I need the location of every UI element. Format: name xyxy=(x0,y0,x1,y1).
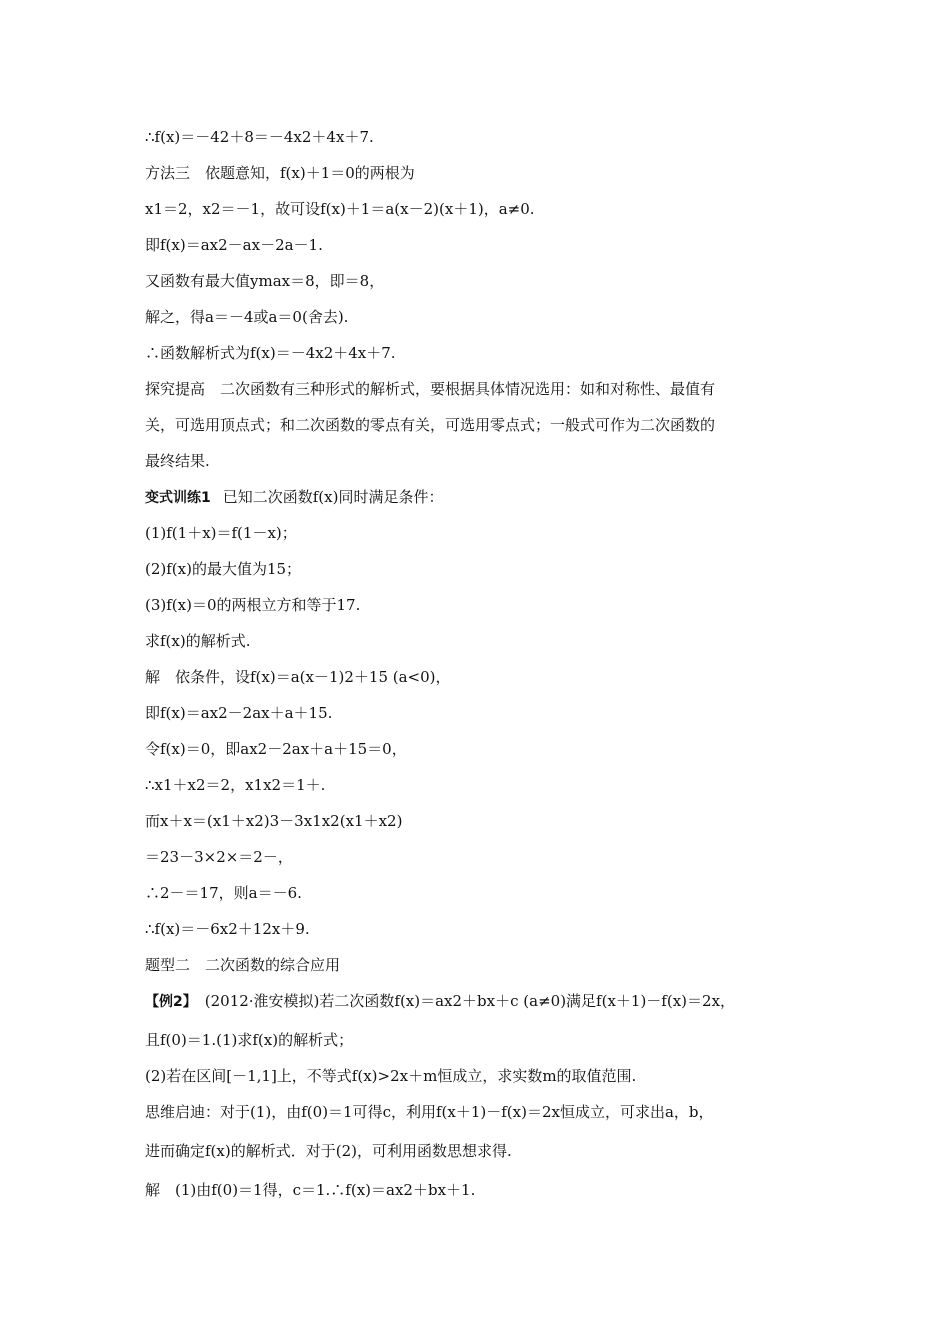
text-line: 思维启迪：对于(1)，由f(0)＝1可得c，利用f(x＋1)－f(x)＝2x恒成立，可求出a，b， xyxy=(145,1103,714,1121)
text-line: ∴f(x)＝－42＋8＝－4x2＋4x＋7. xyxy=(145,128,374,146)
text-line: 最终结果. xyxy=(145,452,210,470)
text-line: 又函数有最大值ymax＝8，即＝8， xyxy=(145,272,385,290)
variant-training-heading xyxy=(145,487,443,508)
text-line: 令f(x)＝0，即ax2－2ax＋a＋15＝0， xyxy=(145,740,407,758)
variant-text: 已知二次函数f(x)同时满足条件： xyxy=(222,488,444,506)
text-line: ∴f(x)＝－6x2＋12x＋9. xyxy=(145,920,310,938)
text-line: (1)f(1＋x)＝f(1－x)； xyxy=(145,524,297,542)
text-line: 即f(x)＝ax2－2ax＋a＋15. xyxy=(145,704,333,722)
text-line: (2)f(x)的最大值为15； xyxy=(145,560,302,578)
example2-text: (2012·淮安模拟)若二次函数f(x)＝ax2＋bx＋c (a≠0)满足f(x＋1)－f(x)＝2x， xyxy=(204,992,736,1010)
text-line: 方法三 依题意知，f(x)＋1＝0的两根为 xyxy=(145,164,415,182)
text-line: 即f(x)＝ax2－ax－2a－1. xyxy=(145,236,323,254)
text-line: ∴x1＋x2＝2，x1x2＝1＋. xyxy=(145,776,326,794)
variant-label: 变式训练1 xyxy=(145,490,211,506)
text-line: 探究提高 二次函数有三种形式的解析式，要根据具体情况选用：如和对称性、最值有 xyxy=(145,380,716,398)
text-line: (2)若在区间[－1,1]上，不等式f(x)>2x＋m恒成立，求实数m的取值范围. xyxy=(145,1067,637,1085)
text-line: ∴2－＝17，则a＝－6. xyxy=(145,884,302,902)
text-line: x1＝2，x2＝－1，故可设f(x)＋1＝a(x－2)(x＋1)，a≠0. xyxy=(145,200,535,218)
example2-heading xyxy=(145,991,735,1012)
text-line: 进而确定f(x)的解析式．对于(2)，可利用函数思想求得. xyxy=(145,1142,512,1160)
example2-label: 【例2】 xyxy=(145,994,197,1010)
text-line: ＝23－3×2×＝2－， xyxy=(145,848,293,866)
text-line: ∴函数解析式为f(x)＝－4x2＋4x＋7. xyxy=(145,344,396,362)
text-line: 而x＋x＝(x1＋x2)3－3x1x2(x1＋x2) xyxy=(145,812,403,830)
text-line: 关，可选用顶点式；和二次函数的零点有关，可选用零点式；一般式可作为二次函数的 xyxy=(145,416,716,434)
text-line: (3)f(x)＝0的两根立方和等于17. xyxy=(145,596,361,614)
text-line: 且f(0)＝1.(1)求f(x)的解析式； xyxy=(145,1031,354,1049)
text-line: 解 依条件，设f(x)＝a(x－1)2＋15 (a<0)， xyxy=(145,668,451,686)
text-line: 求f(x)的解析式. xyxy=(145,632,251,650)
section-heading: 题型二 二次函数的综合应用 xyxy=(145,956,341,974)
text-line: 解 (1)由f(0)＝1得，c＝1.∴f(x)＝ax2＋bx＋1. xyxy=(145,1181,476,1199)
text-line: 解之，得a＝－4或a＝0(舍去). xyxy=(145,308,349,326)
